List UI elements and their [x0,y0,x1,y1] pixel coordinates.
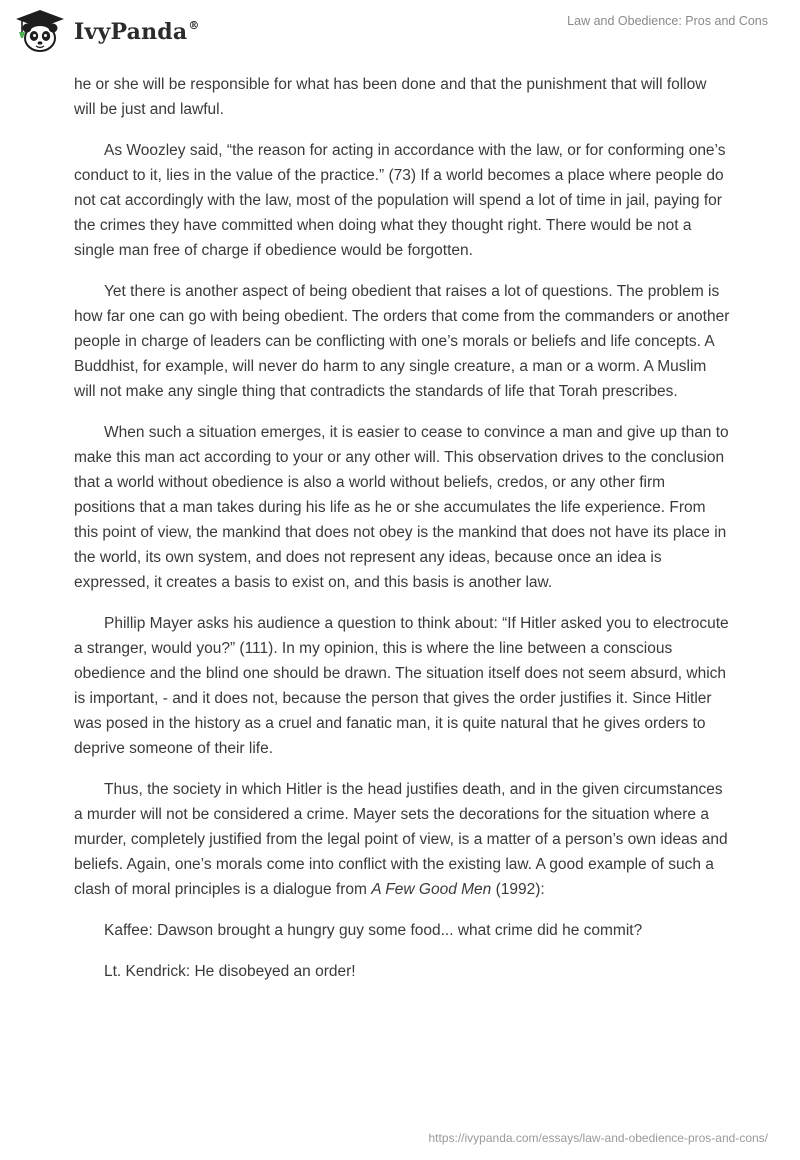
dialogue-line-2: Lt. Kendrick: He disobeyed an order! [104,963,356,980]
dialogue-line-1: Kaffee: Dawson brought a hungry guy some food... what crime did he commit? [104,922,643,939]
brand-name [74,19,200,45]
paragraph-6 [74,777,730,902]
panda-graduate-icon [14,8,66,54]
paragraph-5: Phillip Mayer asks his audience a question to think about: “If Hitler asked you to electrocute a stranger, would you?” (111). In my opinion, this is where the line between a conscious obedience and the blind one should be drawn. The situation itself does not seem absurd, which is important, - and it does not, because the person that gives the order justifies it. Since Hitler was posed in the history as a cruel and fanatic man, it is quite natural that he gives orders to deprive someone of their life. [74,615,729,757]
paragraph-2: As Woozley said, “the reason for acting in accordance with the law, or for conforming one’s conduct to it, lies in the value of the practice.” (73) If a world becomes a place where people do not cat accordingly with the law, most of the population will spend a lot of time in jail, paying for the crimes they have committed when doing what they thought right. There would be not a single man free of charge if obedience would be forgotten. [74,142,726,259]
page-header [0,0,800,66]
essay-body [74,72,730,1000]
paragraph-6-text: Thus, the society in which Hitler is the head justifies death, and in the given circumstances a murder will not be considered a crime. Mayer sets the decorations for the situation where a murder, completely justified from the legal point of view, is a matter of a person’s own ideas and beliefs. Again, one’s morals come into conflict with the existing law. A good example of such a clash of moral principles is a dialogue from [74,781,728,898]
paragraph-1: he or she will be responsible for what has been done and that the punishment that will follow will be just and lawful. [74,76,707,118]
source-url[interactable]: https://ivypanda.com/essays/law-and-obedience-pros-and-cons/ [428,1131,768,1145]
paragraph-4: When such a situation emerges, it is easier to cease to convince a man and give up than to make this man act according to your or any other will. This observation drives to the conclusion that a world without obedience is also a world without beliefs, credos, or any other firm positions that a man takes during his life as he or she accumulates the life experience. From this point of view, the mankind that does not obey is the mankind that does not have its place in the world, its own system, and does not represent any ideas, because once an idea is expressed, it creates a basis to exist on, and this basis is another law. [74,424,729,591]
film-title: A Few Good Men [371,881,492,898]
brand-logo[interactable] [14,8,200,54]
registered-mark: ® [188,18,200,32]
paragraph-3: Yet there is another aspect of being obedient that raises a lot of questions. The problem is how far one can go with being obedient. The orders that come from the commanders or another people in charge of leaders can be conflicting with one’s morals or beliefs and life concepts. A Buddhist, for example, will never do harm to any single creature, a man or a worm. A Muslim will not make any single thing that contradicts the standards of life that Torah prescribes. [74,283,730,400]
brand-text: IvyPanda [74,19,188,45]
paragraph-6-tail: (1992): [491,881,545,898]
document-title: Law and Obedience: Pros and Cons [567,14,768,28]
